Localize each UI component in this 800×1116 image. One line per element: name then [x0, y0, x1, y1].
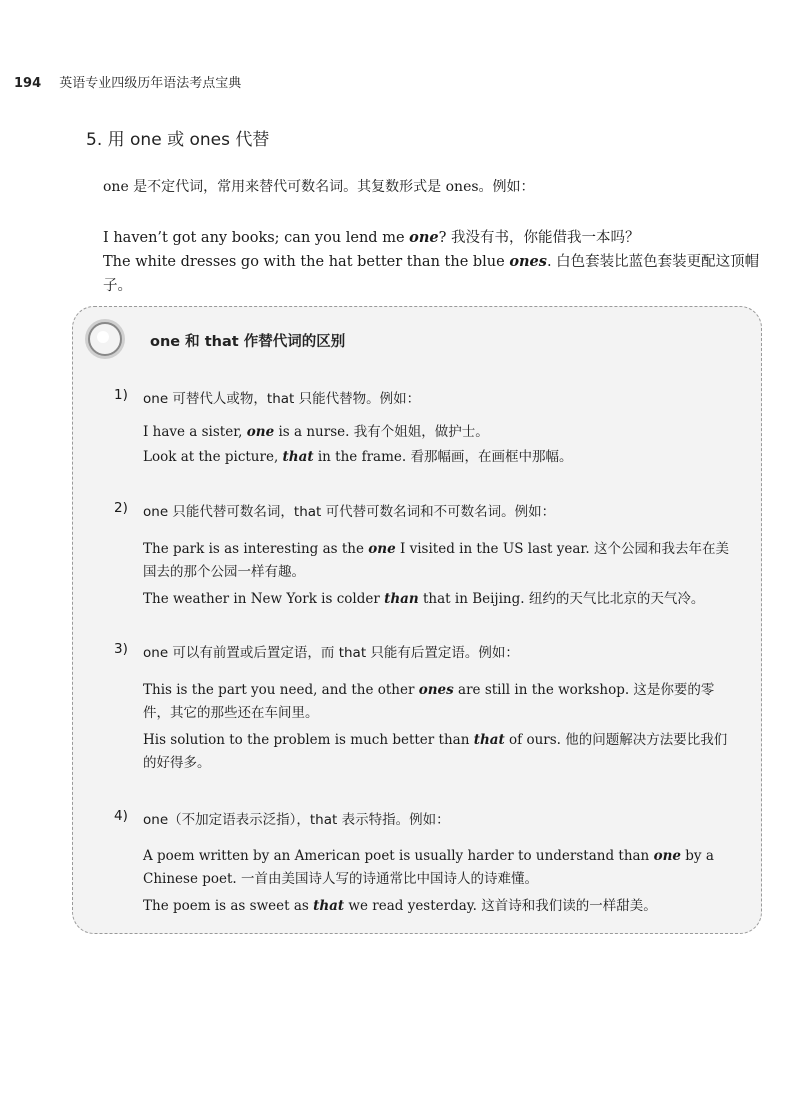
example-line: The white dresses go with the hat better than the blue ones. 白色套装比蓝色套装更配这顶帽子。	[103, 253, 760, 294]
box-example: His solution to the problem is much better than that of ours. 他的问题解决方法要比我们的好得多。	[143, 732, 728, 771]
note-box-title: one 和 that 作替代词的区别	[150, 334, 346, 350]
page-number: 194	[14, 76, 42, 91]
rule-3: 3) one 可以有前置或后置定语，而 that 只能有后置定语。例如：	[114, 641, 519, 661]
box-example: This is the part you need, and the other ones are still in the workshop. 这是你要的零件，其它的那些还在车间里。	[143, 682, 715, 721]
rule-4: 4) one（不加定语表示泛指），that 表示特指。例如：	[114, 808, 450, 828]
page-header	[14, 72, 241, 91]
box-example: The park is as interesting as the one I visited in the US last year. 这个公园和我去年在美国去的那个公园一样有趣。	[143, 541, 729, 580]
box-example: The weather in New York is colder than that in Beijing. 纽约的天气比北京的天气冷。	[143, 591, 705, 607]
rule-1: 1) one 可替代人或物，that 只能代替物。例如：	[114, 387, 421, 407]
box-example: A poem written by an American poet is usually harder to understand than one by a Chinese poet. 一首由美国诗人写的诗通常比中国诗人的诗难懂。	[143, 848, 714, 887]
intro-text: one 是不定代词，常用来替代可数名词。其复数形式是 ones。例如：	[103, 179, 535, 195]
box-example: Look at the picture, that in the frame. 看那幅画，在画框中那幅。	[143, 449, 573, 465]
circle-badge-icon	[88, 322, 122, 356]
example-line: I haven’t got any books; can you lend me one? 我没有书，你能借我一本吗？	[103, 229, 640, 246]
section-title: 5. 用 one 或 ones 代替	[86, 130, 270, 150]
book-title: 英语专业四级历年语法考点宝典	[59, 76, 242, 91]
box-example: The poem is as sweet as that we read yesterday. 这首诗和我们读的一样甜美。	[143, 898, 657, 914]
rule-2: 2) one 只能代替可数名词，that 可代替可数名词和不可数名词。例如：	[114, 500, 556, 520]
box-example: I have a sister, one is a nurse. 我有个姐姐，做护士。	[143, 424, 489, 440]
